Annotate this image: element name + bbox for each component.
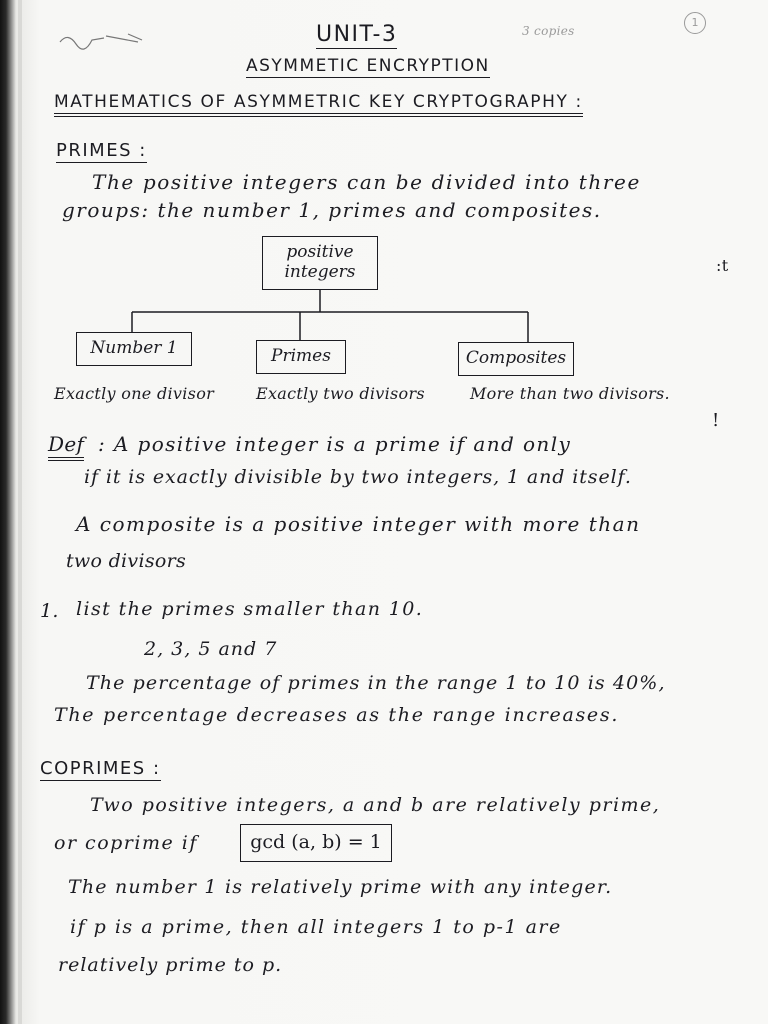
main-heading: MATHEMATICS OF ASYMMETRIC KEY CRYPTOGRAPHY : [54,92,583,112]
primes-heading: PRIMES : [56,140,147,161]
example-line3: The percentage of primes in the range 1 to 10 is 40%, [86,672,666,694]
gcd-formula-box: gcd (a, b) = 1 [240,824,392,862]
tree-node-primes: Primes [256,340,346,374]
tree-root-line1: positive [286,242,354,263]
topic-title: ASYMMETIC ENCRYPTION [246,56,490,76]
tree-root-line2: integers [284,262,356,282]
unit-title: UNIT-3 [316,22,398,47]
caption-primes: Exactly two divisors [256,384,425,403]
tree-root-box [262,236,378,290]
definition-line3: A composite is a positive integer with more than [76,512,641,536]
example-line2: 2, 3, 5 and 7 [144,638,278,660]
coprimes-line2-prefix: or coprime if [54,832,198,854]
coprimes-line4: if p is a prime, then all integers 1 to p-1 are [70,916,562,938]
copies-note: 3 copies [522,24,575,38]
margin-mark-2: ! [712,410,720,431]
margin-mark-1: :t [716,256,729,275]
definition-label: Def [48,432,84,456]
coprimes-line5: relatively prime to p. [58,954,283,976]
definition-line4: two divisors [66,550,187,572]
tree-node-composites: Composites [458,342,574,376]
primes-intro-line1: The positive integers can be divided into three [92,170,641,194]
coprimes-line3: The number 1 is relatively prime with any integer. [68,876,613,898]
example-number: 1. [40,600,59,622]
definition-line1: : A positive integer is a prime if and only [98,432,572,456]
example-line4: The percentage decreases as the range increases. [54,704,620,726]
tree-node-number1: Number 1 [76,332,192,366]
primes-intro-line2: groups: the number 1, primes and composites. [62,198,602,222]
coprimes-line1: Two positive integers, a and b are relatively prime, [90,794,661,816]
caption-composites: More than two divisors. [470,384,670,403]
page-number: 1 [684,12,706,34]
definition-line2: if it is exactly divisible by two integers, 1 and itself. [84,466,632,488]
example-line1: list the primes smaller than 10. [76,598,424,620]
coprimes-heading: COPRIMES : [40,758,161,779]
caption-number1: Exactly one divisor [54,384,215,403]
